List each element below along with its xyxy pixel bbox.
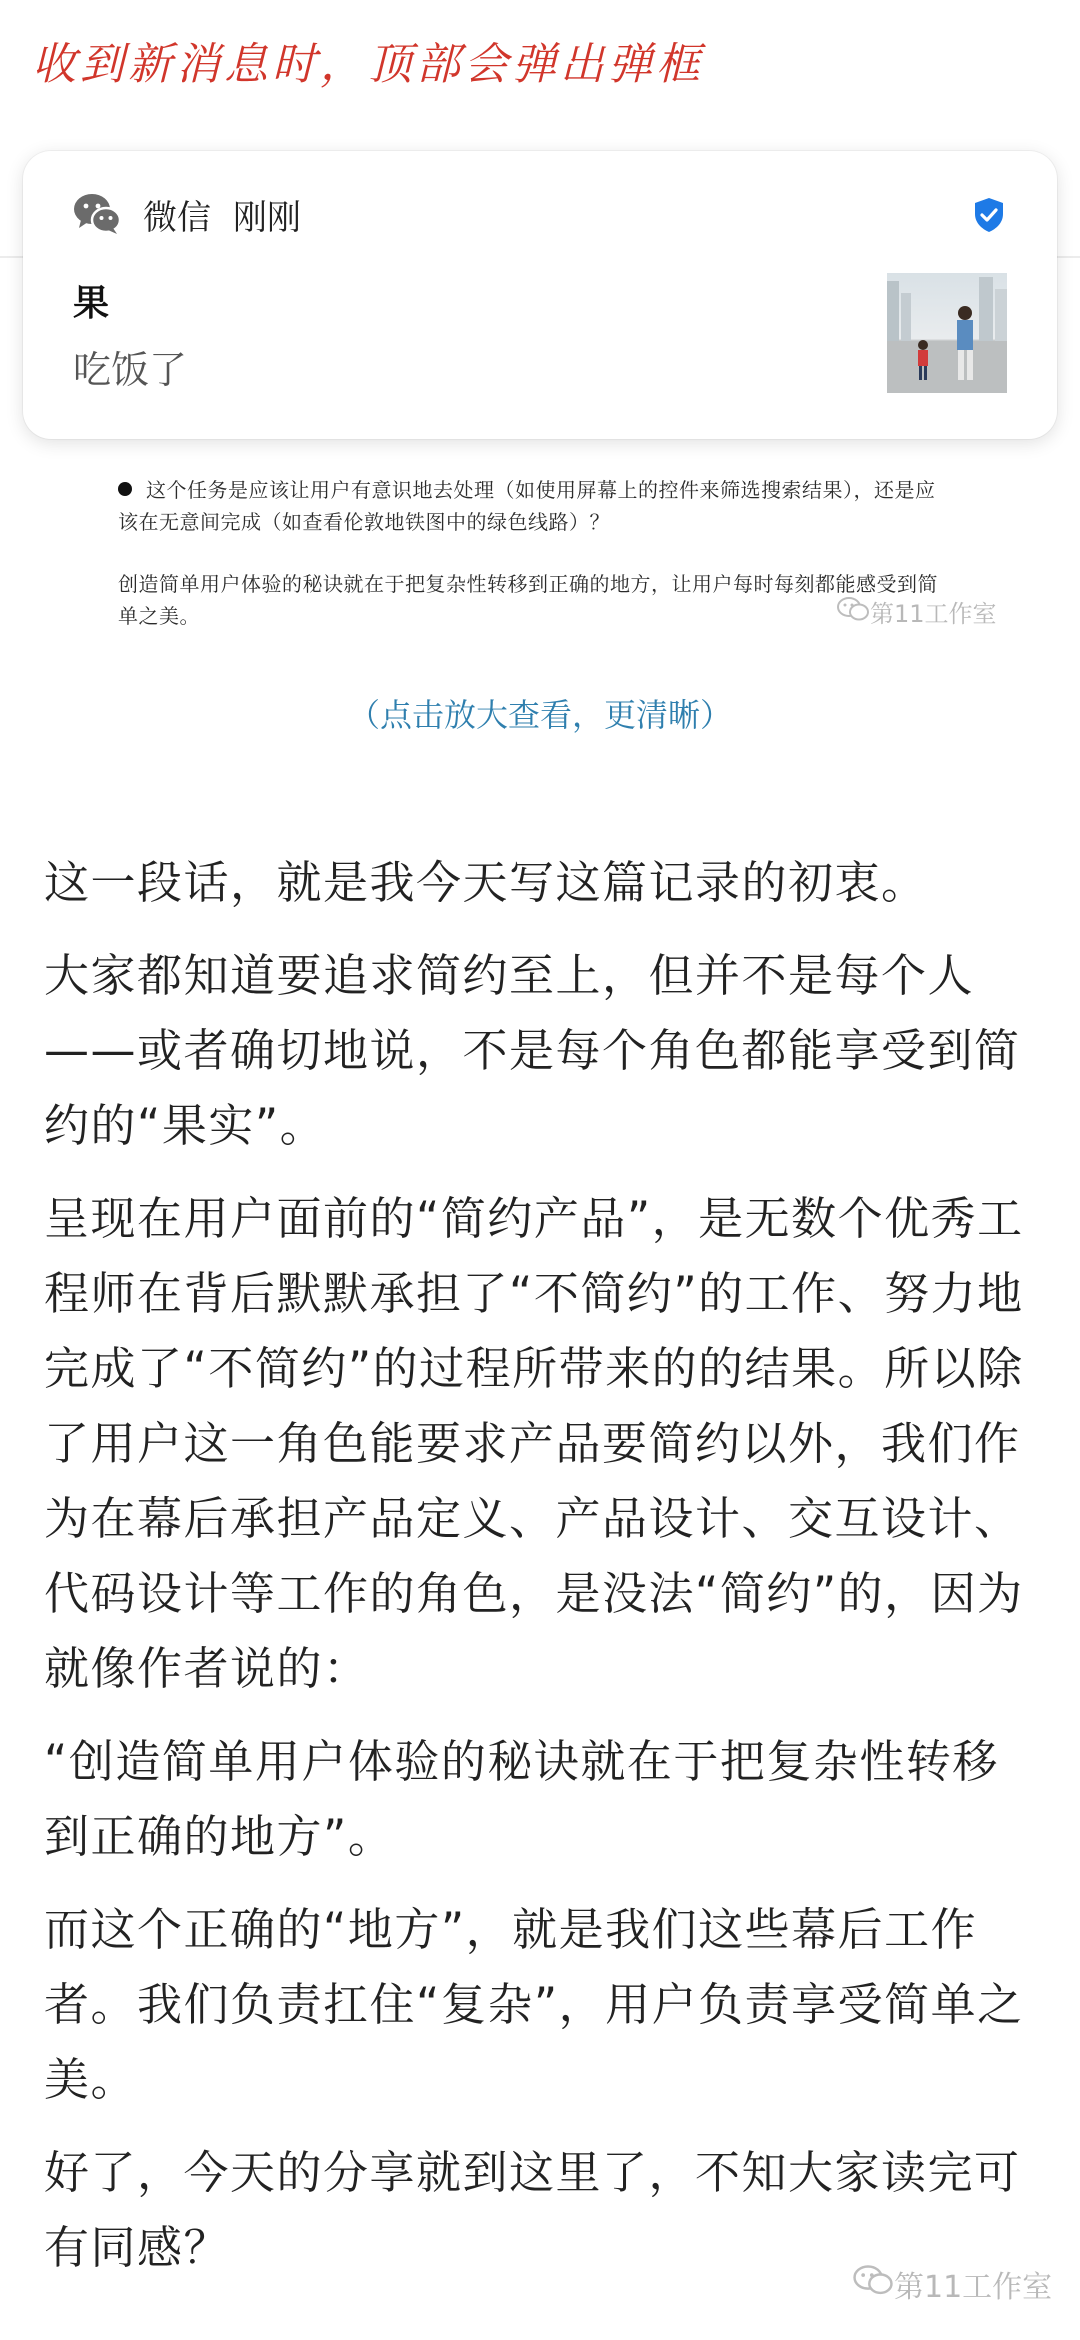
excerpt-watermark-text: 第11工作室 [870,600,997,628]
notification-app-name: 微信 [143,197,211,238]
article-paragraph: 好了，今天的分享就到这里了，不知大家读完可有同感？ [44,2146,1021,2274]
zoom-hint-text: （点击放大查看，更清晰） [347,696,732,734]
notification-sender: 果 [73,283,110,324]
notification-message: 吃饭了 [73,348,188,392]
article-paragraph: 这一段话，就是我今天写这篇记录的初衷。 [44,856,928,909]
excerpt-watermark [836,594,997,629]
excerpt-bullet-line-1: 这个任务是应该让用户有意识地去处理（如使用屏幕上的控件来筛选搜索结果），还是应 [146,478,936,502]
notification-header [73,189,301,239]
article-paragraph: 呈现在用户面前的“简约产品”，是无数个优秀工程师在背后默默承担了“不简约”的工作、努力地完成了“不简约”的过程所带来的的结果。所以除了用户这一角色能要求产品要简约以外，我们作为在幕后承担产品定义、产品设计、交互设计、代码设计等工作的角色，是没法“简约”的，因为就像作者说的： [44,1192,1024,1695]
watermark-wechat-icon [852,2264,894,2304]
article-paragraph: “创造简单用户体验的秘诀就在于把复杂性转移到正确的地方”。 [44,1735,999,1863]
wechat-icon [73,192,121,236]
bullet-dot [118,482,132,496]
notification-banner[interactable] [23,151,1057,439]
verified-shield-icon [973,197,1005,233]
excerpt-paragraph-line-1: 创造简单用户体验的秘诀就在于把复杂性转移到正确的地方，让用户每时每刻都能感受到简 [118,572,938,596]
excerpt-bullet-line-2: 该在无意间完成（如查看伦敦地铁图中的绿色线路）？ [118,510,610,534]
bottom-watermark [852,2262,1052,2306]
screenshot-caption: 收到新消息时，顶部会弹出弹框 [32,39,704,90]
notification-time: 刚刚 [233,197,301,238]
excerpt-paragraph-line-2: 单之美。 [118,604,200,628]
article-body [44,845,1040,2303]
article-paragraph: 大家都知道要追求简约至上，但并不是每个人——或者确切地说，不是每个角色都能享受到简约的“果实”。 [44,949,1021,1152]
bottom-watermark-text: 第11工作室 [894,2270,1053,2305]
notification-photo-thumbnail [887,273,1007,393]
watermark-wechat-icon [836,596,870,628]
article-paragraph: 而这个正确的“地方”，就是我们这些幕后工作者。我们负责扛住“复杂”，用户负责享受简单之美。 [44,1903,1024,2106]
book-excerpt-image[interactable] [0,460,1080,640]
